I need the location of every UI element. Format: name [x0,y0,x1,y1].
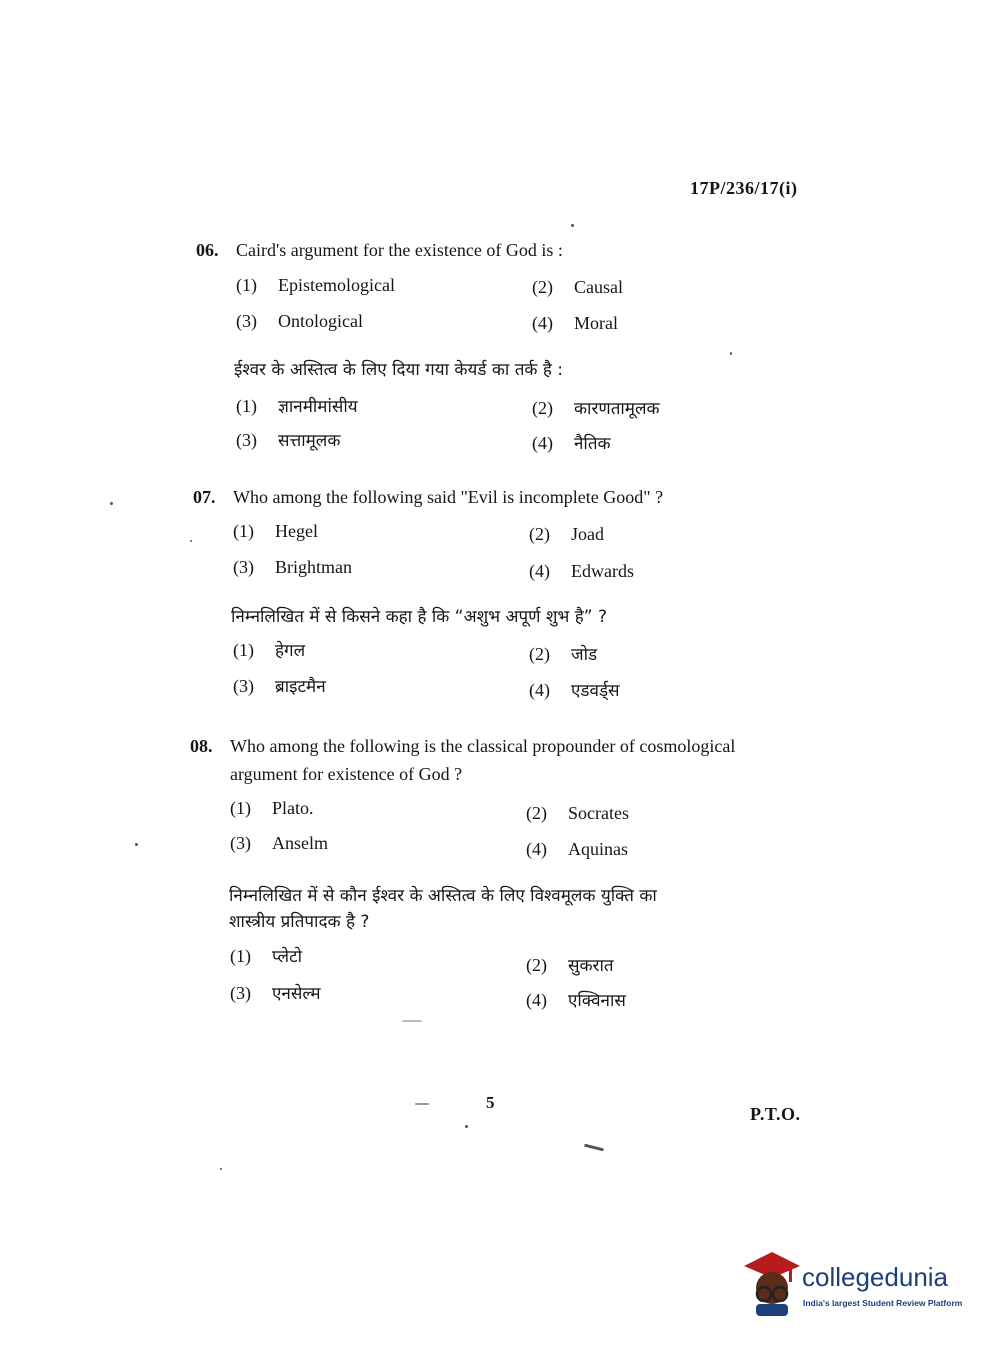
question-08 [190,736,735,757]
scan-speck [730,352,732,355]
question-text-hi: निम्नलिखित में से किसने कहा है कि “अशुभ अपूर्ण शुभ है” ? [231,607,607,627]
question-07 [193,487,663,508]
q08-en-option-4: (4) Aquinas [526,839,628,859]
scan-speck [220,1168,222,1170]
scan-speck [190,540,192,542]
scan-mark [402,1020,422,1022]
question-number: 08. [190,736,213,756]
scan-speck [465,1125,468,1128]
q07-hi-option-1: (1) हेगल [233,640,306,661]
question-06 [196,240,563,261]
q07-en-option-3: (3) Brightman [233,557,352,577]
q08-en-option-3: (3) Anselm [230,833,328,853]
page-number: 5 [486,1093,495,1112]
q06-hi-option-4: (4) नैतिक [532,433,611,454]
scan-speck [571,224,574,227]
q07-hi-option-2: (2) जोड [529,644,598,665]
q08-hi-option-3: (3) एनसेल्म [230,983,321,1004]
q08-en-option-1: (1) Plato. [230,798,314,818]
scan-mark [584,1144,604,1152]
scan-speck [110,502,113,505]
question-text-hi: ईश्वर के अस्तित्व के लिए दिया गया केयर्ड का तर्क है : [234,360,564,380]
q08-hi-option-2: (2) सुकरात [526,955,614,976]
question-text-en: Caird's argument for the existence of God is : [236,240,563,260]
scan-speck [135,843,138,846]
q07-en-option-4: (4) Edwards [529,561,634,581]
q06-en-option-4: (4) Moral [532,313,618,333]
paper-code: 17P/236/17(i) [690,178,798,198]
brand-tagline: India's largest Student Review Platform [803,1298,963,1308]
q08-en-option-2: (2) Socrates [526,803,629,823]
q06-en-option-3: (3) Ontological [236,311,363,331]
q07-hi-option-3: (3) ब्राइटमैन [233,676,326,697]
q07-en-option-1: (1) Hegel [233,521,318,541]
q08-hi-option-4: (4) एक्विनास [526,990,626,1011]
question-number: 07. [193,487,216,507]
q07-hi-option-4: (4) एडवर्ड्स [529,680,620,701]
question-text-hi-line2: शास्त्रीय प्रतिपादक है ? [229,912,370,932]
q08-hi-option-1: (1) प्लेटो [230,946,303,967]
question-text-en-line2: argument for existence of God ? [230,764,463,784]
q06-en-option-1: (1) Epistemological [236,275,395,295]
q06-en-option-2: (2) Causal [532,277,623,297]
q06-hi-option-2: (2) कारणतामूलक [532,398,660,419]
scan-mark [415,1103,429,1105]
brand-name: collegedunia [802,1262,949,1292]
question-text-en: Who among the following said "Evil is incomplete Good" ? [233,487,664,507]
question-text-hi: निम्नलिखित में से कौन ईश्वर के अस्तित्व के लिए विश्वमूलक युक्ति का [229,886,657,906]
question-number: 06. [196,240,219,260]
q07-en-option-2: (2) Joad [529,524,604,544]
question-text-en: Who among the following is the classical propounder of cosmological [230,736,736,756]
mascot-icon [742,1250,802,1320]
q06-hi-option-3: (3) सत्तामूलक [236,430,341,451]
q06-hi-option-1: (1) ज्ञानमीमांसीय [236,396,358,417]
pto-label: P.T.O. [750,1104,801,1124]
